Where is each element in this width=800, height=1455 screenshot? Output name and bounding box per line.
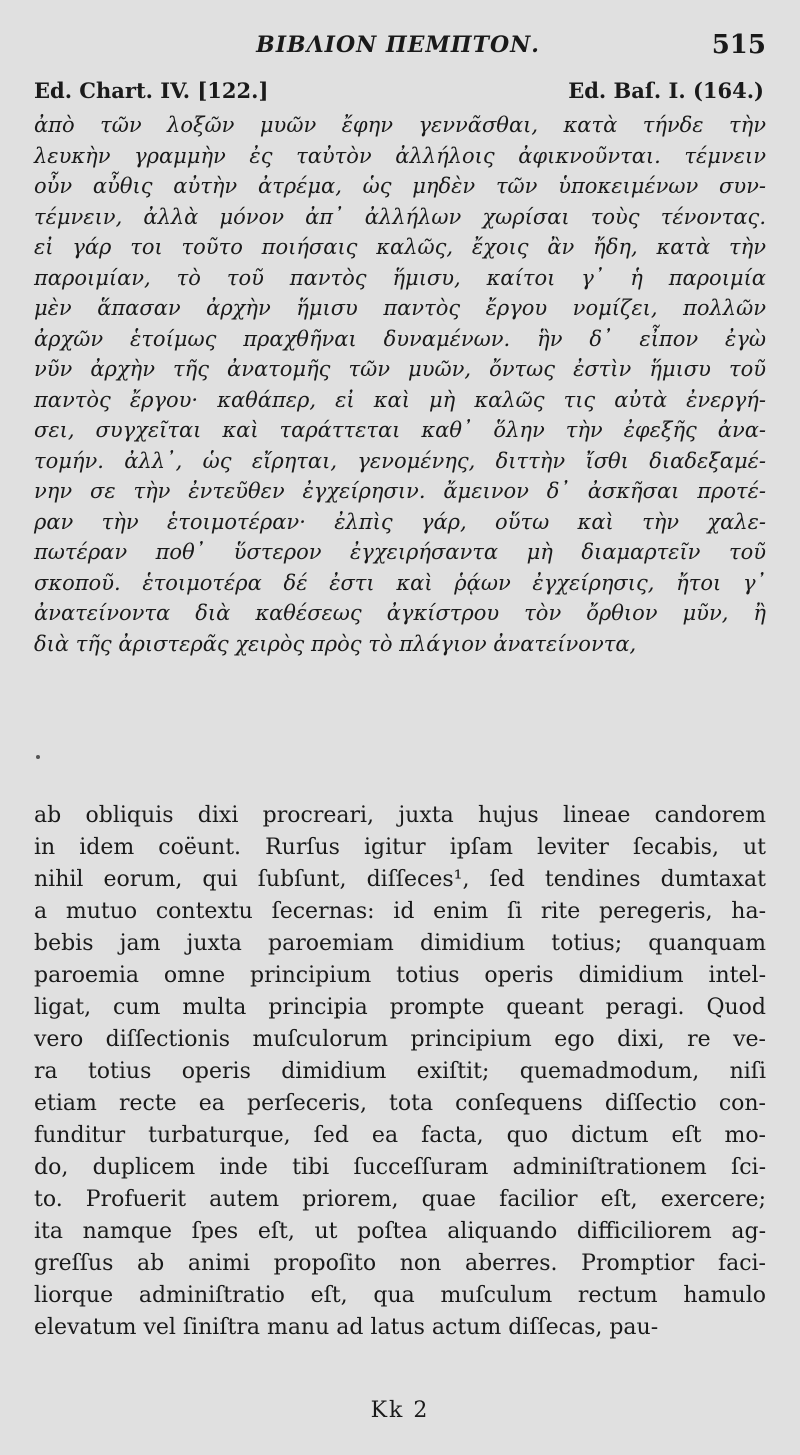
latin-text-line: bebis jam juxta paroemiam dimidium totius; quanquam bbox=[34, 931, 766, 956]
greek-text-line: λευκὴν γραμμὴν ἐς ταὐτὸν ἀλλήλοις ἀφικνοῦνται. τέμνειν bbox=[34, 143, 766, 168]
latin-text-line: funditur turbaturque, ſed ea facta, quo dictum eſt mo- bbox=[34, 1123, 766, 1148]
latin-text-line: elevatum vel ſiniſtra manu ad latus actum diſſecas, pau- bbox=[34, 1315, 659, 1340]
edition-basel: Ed. Baſ. I. (164.) bbox=[568, 78, 764, 103]
greek-text-line: εἰ γάρ τοι τοῦτο ποιήσαις καλῶς, ἔχοις ἂν ἤδη, κατὰ τὴν bbox=[34, 235, 766, 259]
greek-text-line: νην σε τὴν ἐντεῦθεν ἐγχείρησιν. ἄμεινον δ᾽ ἀσκῆσαι προτέ- bbox=[34, 479, 766, 503]
latin-text-line: ligat, cum multa principia prompte queant peragi. Quod bbox=[34, 995, 766, 1020]
greek-text-line: ἀρχῶν ἑτοίμως πραχθῆναι δυναμένων. ἣν δ᾽ εἶπον ἐγὼ bbox=[34, 326, 766, 351]
latin-text-line: do, duplicem inde tibi ſucceſſuram adminiſtrationem ſci- bbox=[34, 1155, 766, 1180]
latin-text-line: ra totius operis dimidium exiſtit; quemadmodum, niſi bbox=[34, 1059, 766, 1084]
latin-text-line: ita namque ſpes eſt, ut poſtea aliquando difficiliorem ag- bbox=[34, 1219, 766, 1244]
latin-text-line: liorque adminiſtratio eſt, qua muſculum rectum hamulo bbox=[34, 1283, 766, 1308]
greek-text-line: ραν τὴν ἑτοιμοτέραν· ἐλπὶς γάρ, οὕτω καὶ τὴν χαλε- bbox=[34, 509, 766, 534]
latin-text-line: etiam recte ea perſeceris, tota conſequens diſſectio con- bbox=[34, 1091, 766, 1116]
latin-text-line: nihil eorum, qui ſubſunt, diſſeces¹, ſed tendines dumtaxat bbox=[34, 867, 766, 892]
latin-text-line: a mutuo contextu ſecernas: id enim ſi rite peregeris, ha- bbox=[34, 899, 766, 924]
latin-text-line: to. Profuerit autem priorem, quae facilior eſt, exercere; bbox=[34, 1187, 766, 1212]
greek-text-line: μὲν ἅπασαν ἀρχὴν ἥμισυ παντὸς ἔργου νομίζει, πολλῶν bbox=[34, 296, 766, 320]
greek-text-line: ἀνατείνοντα διὰ καθέσεως ἀγκίστρου τὸν ὄρθιον μῦν, ἢ bbox=[34, 601, 766, 625]
latin-text-line: greſſus ab animi propoſito non aberres. Promptior faci- bbox=[34, 1251, 766, 1276]
separator-mark bbox=[36, 755, 40, 759]
greek-text-line: τομήν. ἀλλ᾽, ὡς εἴρηται, γενομένης, διττὴν ἴσθι διαδεξαμέ- bbox=[34, 448, 766, 473]
greek-text-block bbox=[34, 110, 766, 659]
greek-text-line: σει, συγχεῖται καὶ ταράττεται καθ᾽ ὅλην τὴν ἐφεξῆς ἀνα- bbox=[34, 418, 766, 442]
latin-text-line: in idem coëunt. Rurſus igitur ipſam leviter ſecabis, ut bbox=[34, 835, 766, 860]
latin-text-block bbox=[34, 800, 766, 1344]
signature-mark: Kk 2 bbox=[370, 1398, 430, 1423]
latin-text-line: vero diſſectionis muſculorum principium ego dixi, re ve- bbox=[34, 1027, 766, 1052]
edition-references bbox=[34, 78, 764, 108]
greek-text-line: οὖν αὖθις αὐτὴν ἀτρέμα, ὡς μηδὲν τῶν ὑποκειμένων συν- bbox=[34, 174, 766, 198]
edition-chartier: Ed. Chart. IV. [122.] bbox=[34, 78, 269, 103]
greek-text-line: τέμνειν, ἀλλὰ μόνον ἀπ᾽ ἀλλήλων χωρίσαι τοὺς τένοντας. bbox=[34, 204, 766, 229]
running-title: ΒΙΒΛΙΟΝ ΠΕΜΠΤΟΝ. bbox=[256, 32, 540, 58]
greek-text-line: σκοποῦ. ἑτοιμοτέρα δέ ἐστι καὶ ῥᾴων ἐγχείρησις, ἤτοι γ᾽ bbox=[34, 570, 766, 595]
greek-text-line: διὰ τῆς ἀριστερᾶς χειρὸς πρὸς τὸ πλάγιον ἀνατείνοντα, bbox=[34, 631, 637, 656]
greek-text-line: νῦν ἀρχὴν τῆς ἀνατομῆς τῶν μυῶν, ὄντως ἐστὶν ἥμισυ τοῦ bbox=[34, 357, 766, 381]
greek-text-line: παντὸς ἔργου· καθάπερ, εἰ καὶ μὴ καλῶς τις αὐτὰ ἐνεργή- bbox=[34, 387, 766, 412]
latin-text-line: paroemia omne principium totius operis dimidium intel- bbox=[34, 963, 766, 988]
page-number: 515 bbox=[711, 30, 766, 60]
latin-text-line: ab obliquis dixi procreari, juxta hujus lineae candorem bbox=[34, 803, 766, 828]
greek-text-line: πωτέραν ποθ᾽ ὕστερον ἐγχειρήσαντα μὴ διαμαρτεῖν τοῦ bbox=[34, 540, 766, 564]
greek-text-line: ἀπὸ τῶν λοξῶν μυῶν ἔφην γεννᾶσθαι, κατὰ τήνδε τὴν bbox=[34, 113, 766, 137]
greek-text-line: παροιμίαν, τὸ τοῦ παντὸς ἥμισυ, καίτοι γ᾽ ἡ παροιμία bbox=[34, 265, 766, 290]
running-head bbox=[30, 26, 766, 66]
